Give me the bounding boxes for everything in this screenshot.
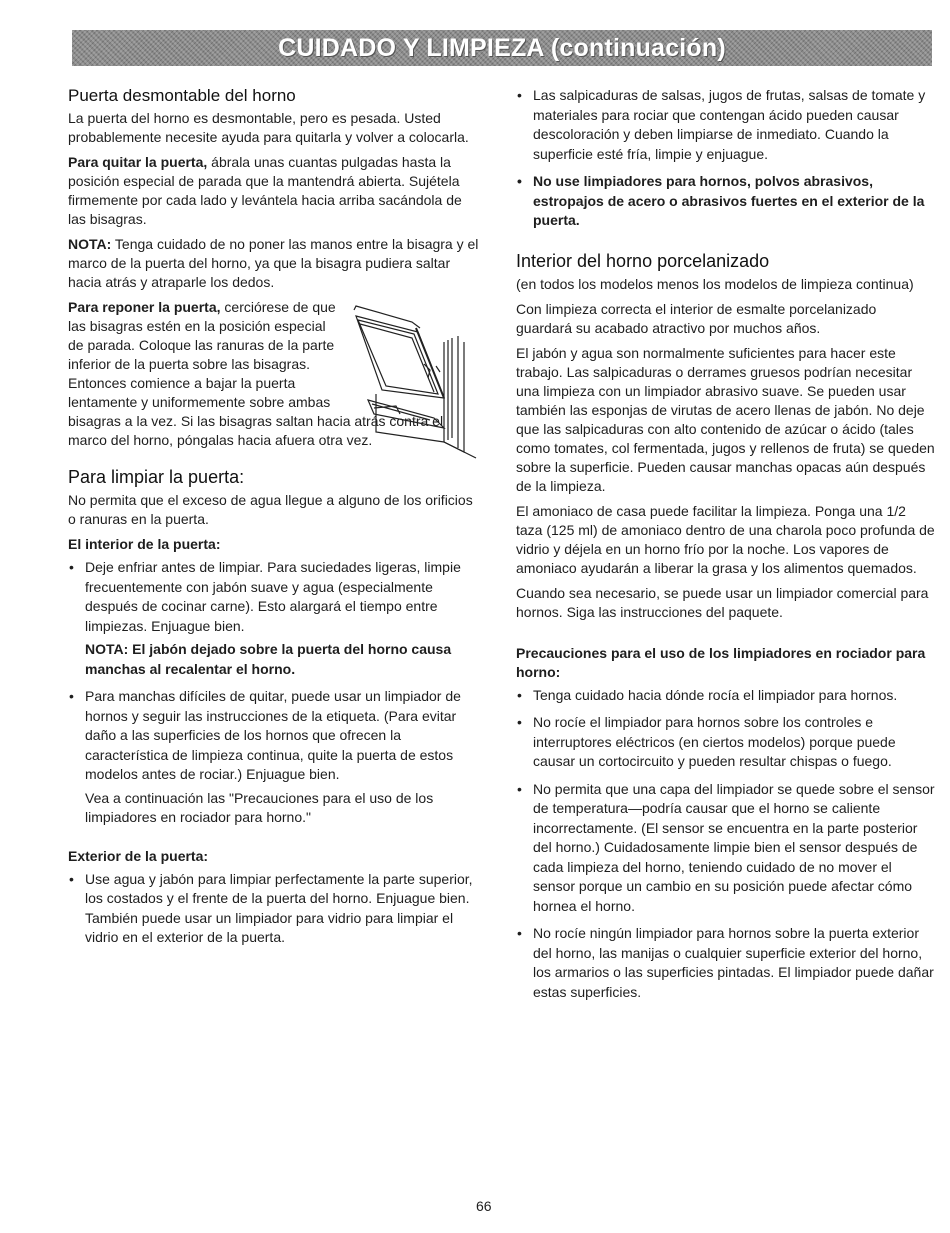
replace-door-text-2: bisagras a la vez. Si las bisagras saltan hacia atrás contra el marco del horno, póngalas hacia afuera otra vez. [68, 413, 444, 448]
right-column [516, 86, 936, 1010]
door-note-text: Tenga cuidado de no poner las manos entre la bisagra y el marco de la puerta del horno, ya que la bisagra pudiera saltar hacia atrás y atraparle los dedos. [68, 236, 479, 290]
list-item: • Use agua y jabón para limpiar perfectamente la parte superior, los costados y el frente de la puerta del horno. Enjuague bien. También puede usar un limpiador para vidrio para limpiar el vidrio en el exterior de la puerta. [68, 870, 480, 948]
section-title: CUIDADO Y LIMPIEZA (continuación) [278, 33, 726, 62]
porcelain-paragraph-1: Con limpieza correcta el interior de esmalte porcelanizado guardará su acabado atractivo por muchos años. [516, 300, 877, 336]
see-precautions-text: Vea a continuación las "Precauciones para el uso de los limpiadores en rociador para horno." [85, 789, 434, 825]
interior-list [68, 558, 480, 636]
clean-door-intro: No permita que el exceso de agua llegue a alguno de los orificios o ranuras en la puerta. [68, 492, 473, 527]
precautions-list [516, 686, 936, 1003]
porcelain-subtitle: (en todos los modelos menos los modelos de limpieza continua) [516, 275, 914, 292]
porcelain-heading: Interior del horno porcelanizado [516, 250, 770, 271]
clean-door-heading: Para limpiar la puerta: [68, 467, 245, 487]
door-note-label: NOTA: [68, 236, 112, 252]
list-item: • Tenga cuidado hacia dónde rocía el limpiador para hornos. [516, 686, 936, 706]
interior-list-2 [68, 687, 480, 785]
porcelain-paragraph-4: Cuando sea necesario, se puede usar un limpiador comercial para hornos. Siga las instrucciones del paquete. [516, 584, 929, 620]
precautions-heading: Precauciones para el uso de los limpiadores en rociador para horno: [516, 644, 926, 680]
remove-door-text: ábrala unas cuantas pulgadas hasta la posición especial de parada que la mantendrá abierta. Sujétela firmemente por cada lado y levántela hacia arriba sacándola de las bisagras. [68, 154, 462, 227]
door-heading: Puerta desmontable del horno [68, 86, 296, 105]
replace-door-text-1: cerciórese de que las bisagras estén en la posición especial de parada. Coloque las ranuras de la parte inferior de la puerta sobre las bisagras. Entonces comience a bajar la puerta lentamente y uniformemente sobre ambas [68, 299, 336, 410]
list-item: • No rocíe el limpiador para hornos sobre los controles e interruptores eléctricos (en ciertos modelos) porque puede causar un cortocircuito y pueden resultar chispas o fuego. [516, 713, 936, 772]
exterior-list [68, 870, 480, 948]
left-column [68, 86, 480, 956]
page-number: 66 [476, 1198, 492, 1214]
list-item: • No permita que una capa del limpiador se quede sobre el sensor de temperatura—podría causar que el horno se caliente incorrectamente. (El sensor se encuentra en la parte posterior del horno.) Cuidadosamente limpie bien el sensor después de cada limpieza del horno, teniendo cuidado de no mover el sensor porque un cambio en su posición puede afectar cómo hornea el horno. [516, 780, 936, 917]
door-note [68, 235, 480, 292]
soap-note: NOTA: El jabón dejado sobre la puerta del horno causa manchas al recalentar el horno. [85, 641, 452, 677]
door-exterior-label: Exterior de la puerta: [68, 847, 209, 864]
door-intro: La puerta del horno es desmontable, pero es pesada. Usted probablemente necesite ayuda para quitarla y volver a colocarla. [68, 110, 469, 145]
remove-door-paragraph [68, 153, 480, 229]
door-interior-label: El interior de la puerta: [68, 536, 221, 552]
list-item: • Para manchas difíciles de quitar, puede usar un limpiador de hornos y seguir las instrucciones de la etiqueta. (Para evitar daño a las superficies de los hornos que ofrecen la característica de limpieza continua, quite la puerta de estos modelos antes de rociar.) Enjuague bien. [68, 687, 480, 785]
replace-door-paragraph [68, 298, 338, 412]
list-item: • Las salpicaduras de salsas, jugos de frutas, salsas de tomate y materiales para rociar que contengan ácido pueden causar descoloración y deben limpiarse de inmediato. Cuando la superficie esté fría, limpie y enjuague. [516, 86, 936, 164]
list-item: • No rocíe ningún limpiador para hornos sobre la puerta exterior del horno, las manijas o cualquier superficie exterior del horno, los armarios o las superficies pintadas. El limpiador puede dañar estas superficies. [516, 924, 936, 1002]
list-item: • Deje enfriar antes de limpiar. Para suciedades ligeras, limpie frecuentemente con jabón suave y agua (especialmente después de cocinar carne). Esto alargará el tiempo entre limpiezas. Enjuague bien. [68, 558, 480, 636]
replace-door-block [68, 298, 480, 450]
oven-door-illustration [352, 302, 477, 464]
remove-door-label: Para quitar la puerta, [68, 154, 208, 170]
porcelain-paragraph-3: El amoniaco de casa puede facilitar la limpieza. Ponga una 1/2 taza (125 ml) de amoniaco dentro de una charola poco profunda de vidrio y déjela en un horno frío por la noche. Los vapores de amoniaco ayudarán a liberar la grasa y los alimentos quemados. [516, 502, 935, 576]
list-item: • No use limpiadores para hornos, polvos abrasivos, estropajos de acero o abrasivos fuertes en el exterior de la puerta. [516, 172, 936, 231]
section-banner [72, 30, 932, 66]
porcelain-paragraph-2: El jabón y agua son normalmente suficientes para hacer este trabajo. Las salpicaduras o derrames gruesos podrían necesitar una limpieza con un limpiador abrasivo suave. Se pueden usar también las esponjas de virutas de acero llenas de jabón. No deje que las salpicaduras con alto contenido de azúcar o ácido (tales como tomates, col fermentada, jugos y rellenos de fruta) se queden sobre la superficie. Pueden causar manchas opacas aún después de la limpieza. [516, 344, 935, 494]
exterior-list-continued [516, 86, 936, 231]
replace-door-label: Para reponer la puerta, [68, 299, 221, 315]
